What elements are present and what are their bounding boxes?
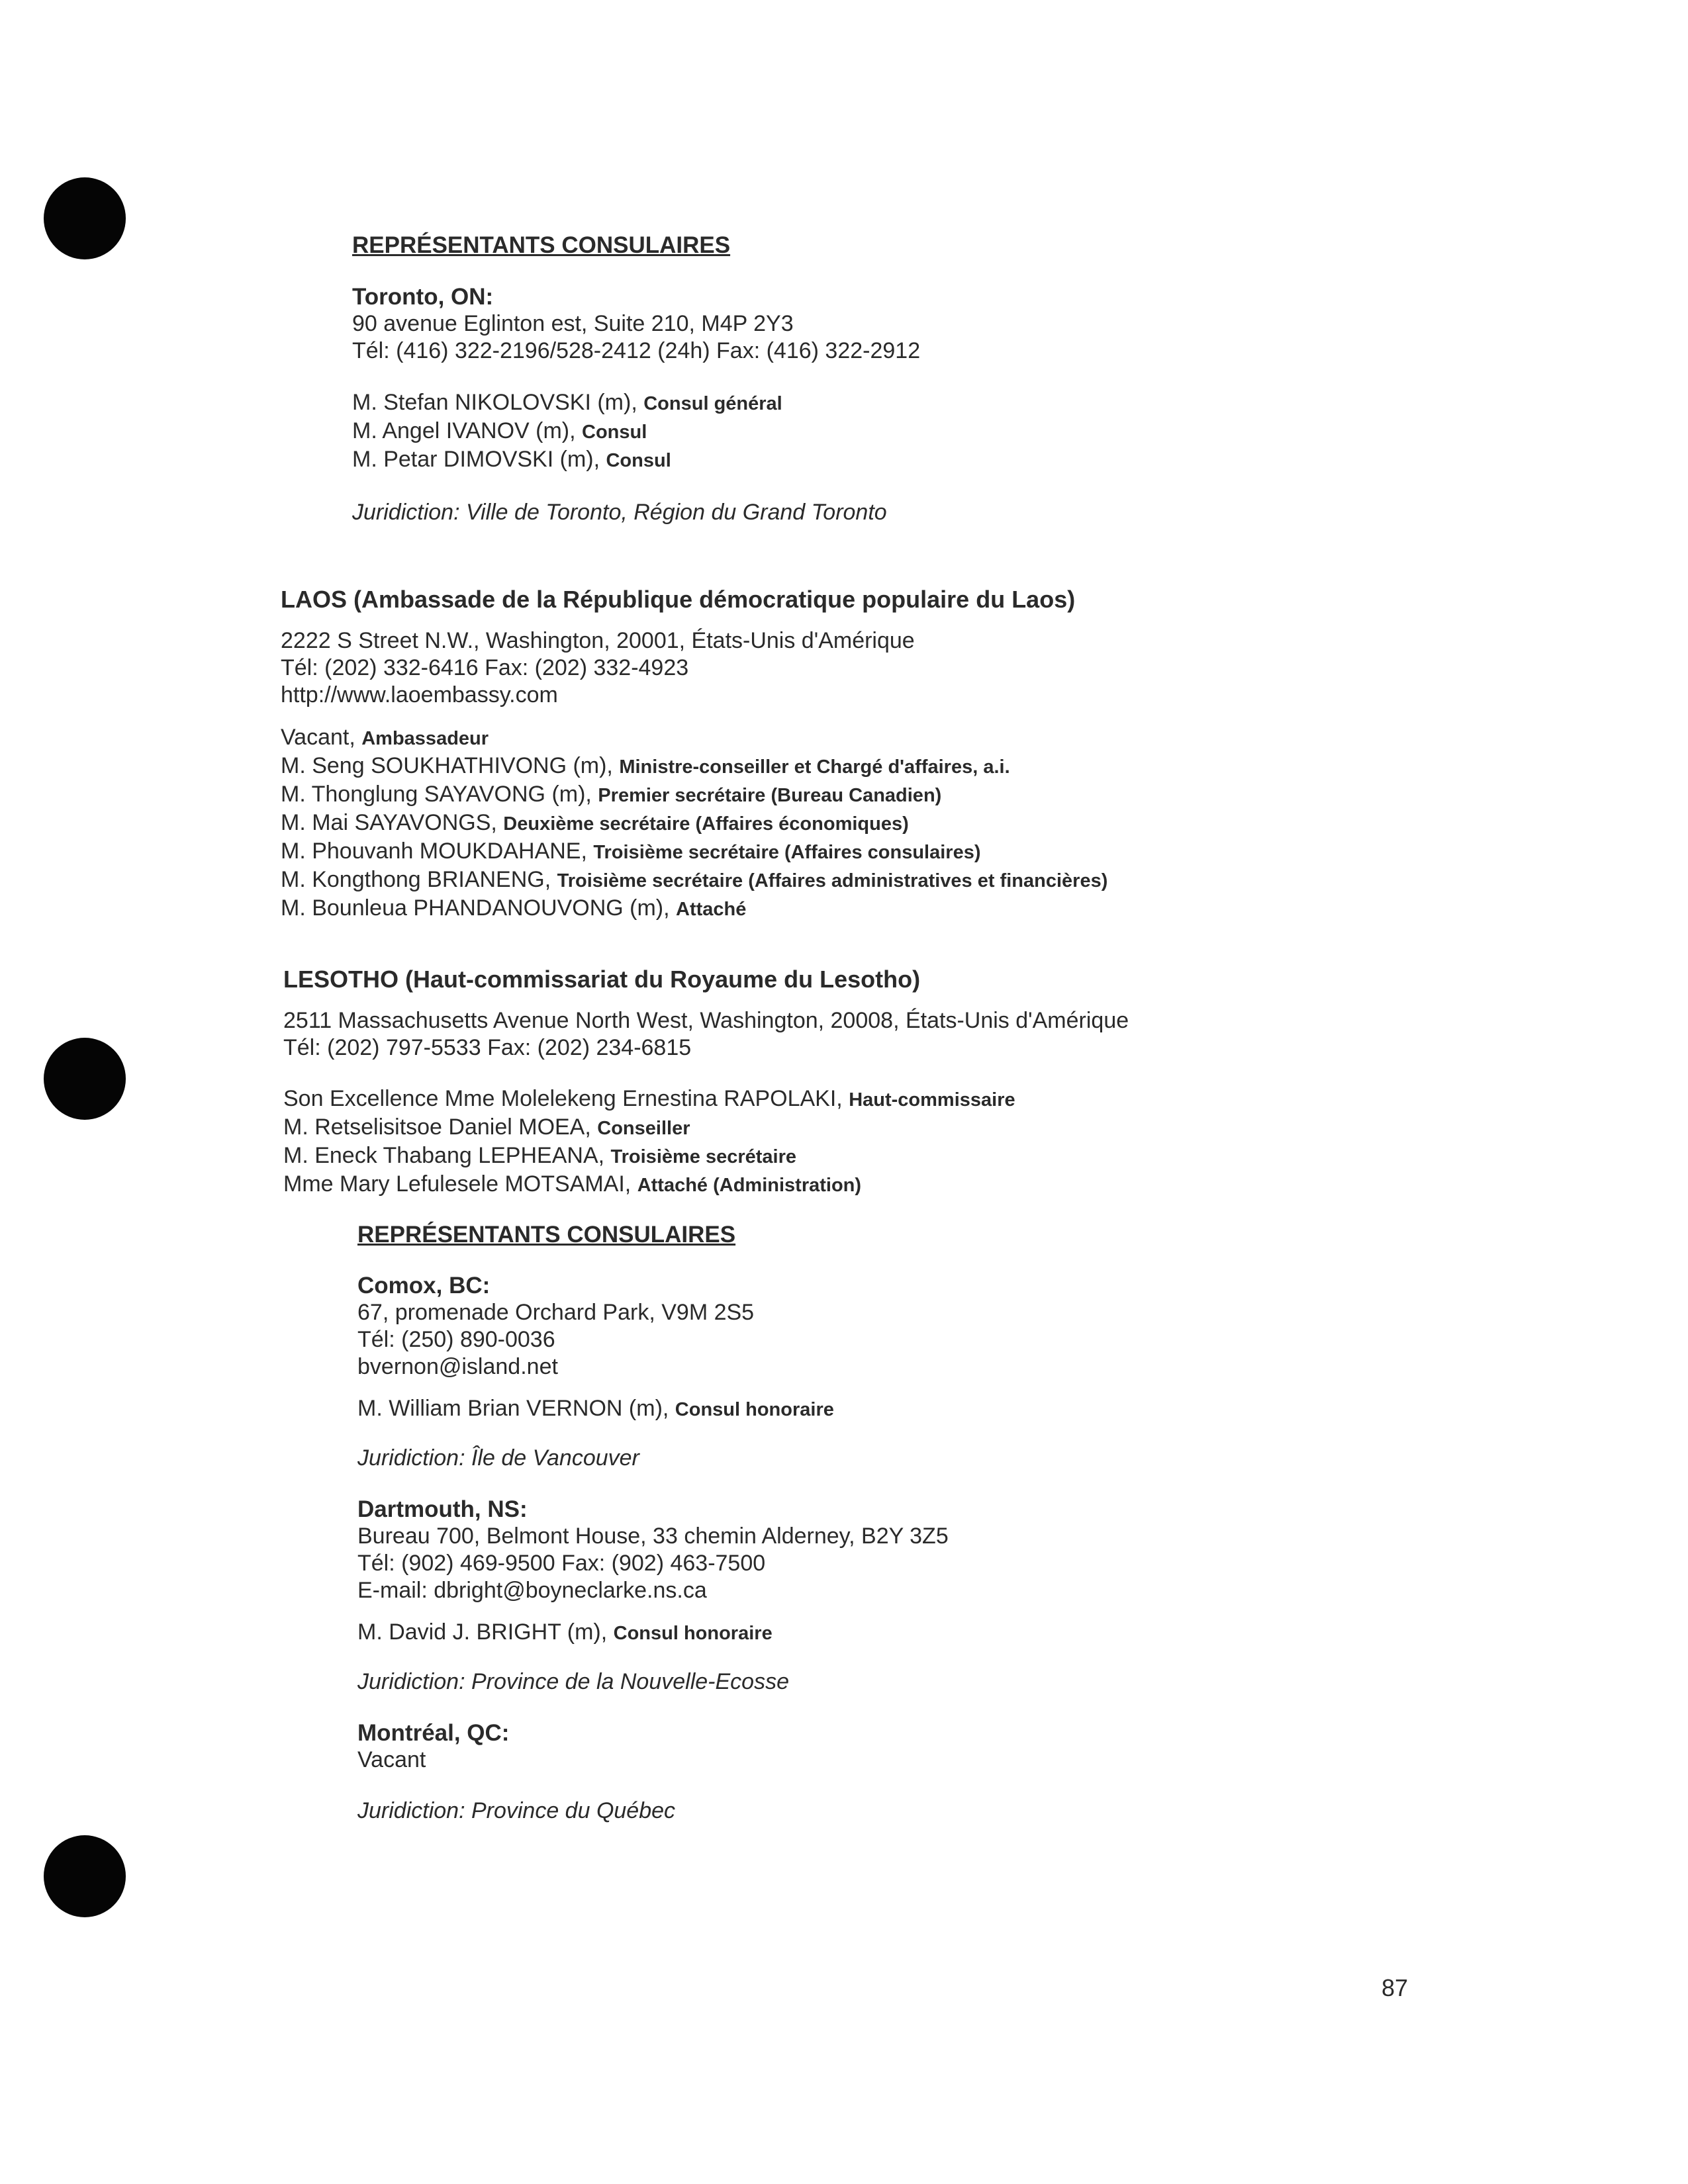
person-row: M. Bounleua PHANDANOUVONG (m), Attaché	[281, 895, 747, 921]
lesotho-high-commission-block	[283, 966, 1129, 1199]
person-row: M. Angel IVANOV (m), Consul	[352, 418, 647, 443]
country-heading: LESOTHO (Haut-commissariat du Royaume du Lesotho)	[283, 966, 921, 993]
email: bvernon@island.net	[357, 1354, 558, 1379]
city-heading: Toronto, ON:	[352, 284, 494, 310]
person-row: M. Eneck Thabang LEPHEANA, Troisième secrétaire	[283, 1143, 797, 1168]
jurisdiction: Juridiction: Province du Québec	[357, 1798, 676, 1823]
address: Bureau 700, Belmont House, 33 chemin Alderney, B2Y 3Z5	[357, 1524, 949, 1549]
punch-hole	[44, 177, 126, 259]
person-row: M. William Brian VERNON (m), Consul honoraire	[357, 1396, 834, 1421]
city-heading: Montréal, QC:	[357, 1720, 510, 1746]
punch-hole	[44, 1038, 126, 1120]
person-row: Son Excellence Mme Molelekeng Ernestina RAPOLAKI, Haut-commissaire	[283, 1086, 1015, 1111]
status: Vacant	[357, 1747, 426, 1772]
person-row: M. Seng SOUKHATHIVONG (m), Ministre-conseiller et Chargé d'affaires, a.i.	[281, 753, 1010, 778]
website: http://www.laoembassy.com	[281, 682, 558, 707]
person-row: M. David J. BRIGHT (m), Consul honoraire	[357, 1619, 773, 1645]
jurisdiction: Juridiction: Province de la Nouvelle-Ecosse	[357, 1669, 789, 1694]
laos-embassy-block	[281, 586, 1107, 923]
person-row: M. Phouvanh MOUKDAHANE, Troisième secrétaire (Affaires consulaires)	[281, 839, 981, 864]
jurisdiction: Juridiction: Ville de Toronto, Région du Grand Toronto	[352, 500, 887, 525]
toronto-consular-block	[352, 232, 920, 526]
city-heading: Comox, BC:	[357, 1273, 491, 1298]
section-heading: REPRÉSENTANTS CONSULAIRES	[357, 1222, 736, 1248]
phone-fax: Tél: (902) 469-9500 Fax: (902) 463-7500	[357, 1551, 766, 1576]
person-row: M. Retselisitsoe Daniel MOEA, Conseiller	[283, 1115, 690, 1140]
phone-fax: Tél: (202) 797-5533 Fax: (202) 234-6815	[283, 1035, 692, 1060]
person-row: Vacant, Ambassadeur	[281, 725, 489, 750]
phone-fax: Tél: (202) 332-6416 Fax: (202) 332-4923	[281, 655, 689, 680]
lesotho-consular-block	[357, 1221, 949, 1825]
person-row: Mme Mary Lefulesele MOTSAMAI, Attaché (Administration)	[283, 1171, 862, 1197]
person-row: M. Mai SAYAVONGS, Deuxième secrétaire (Affaires économiques)	[281, 810, 909, 835]
address: 67, promenade Orchard Park, V9M 2S5	[357, 1300, 755, 1325]
person-row: M. Thonglung SAYAVONG (m), Premier secrétaire (Bureau Canadien)	[281, 782, 942, 807]
address: 2222 S Street N.W., Washington, 20001, États-Unis d'Amérique	[281, 628, 915, 653]
person-row: M. Stefan NIKOLOVSKI (m), Consul général	[352, 390, 782, 415]
country-heading: LAOS (Ambassade de la République démocratique populaire du Laos)	[281, 586, 1076, 613]
phone-fax: Tél: (416) 322-2196/528-2412 (24h) Fax: (416) 322-2912	[352, 338, 921, 363]
jurisdiction: Juridiction: Île de Vancouver	[357, 1445, 639, 1471]
page-number: 87	[1382, 1974, 1409, 2001]
email: E-mail: dbright@boyneclarke.ns.ca	[357, 1578, 707, 1603]
address: 90 avenue Eglinton est, Suite 210, M4P 2Y3	[352, 311, 794, 336]
person-row: M. Kongthong BRIANENG, Troisième secrétaire (Affaires administratives et financières)	[281, 867, 1108, 892]
city-heading: Dartmouth, NS:	[357, 1496, 528, 1522]
address: 2511 Massachusetts Avenue North West, Washington, 20008, États-Unis d'Amérique	[283, 1008, 1129, 1033]
section-heading: REPRÉSENTANTS CONSULAIRES	[352, 232, 731, 258]
person-row: M. Petar DIMOVSKI (m), Consul	[352, 447, 671, 472]
punch-hole	[44, 1835, 126, 1917]
phone: Tél: (250) 890-0036	[357, 1327, 555, 1352]
